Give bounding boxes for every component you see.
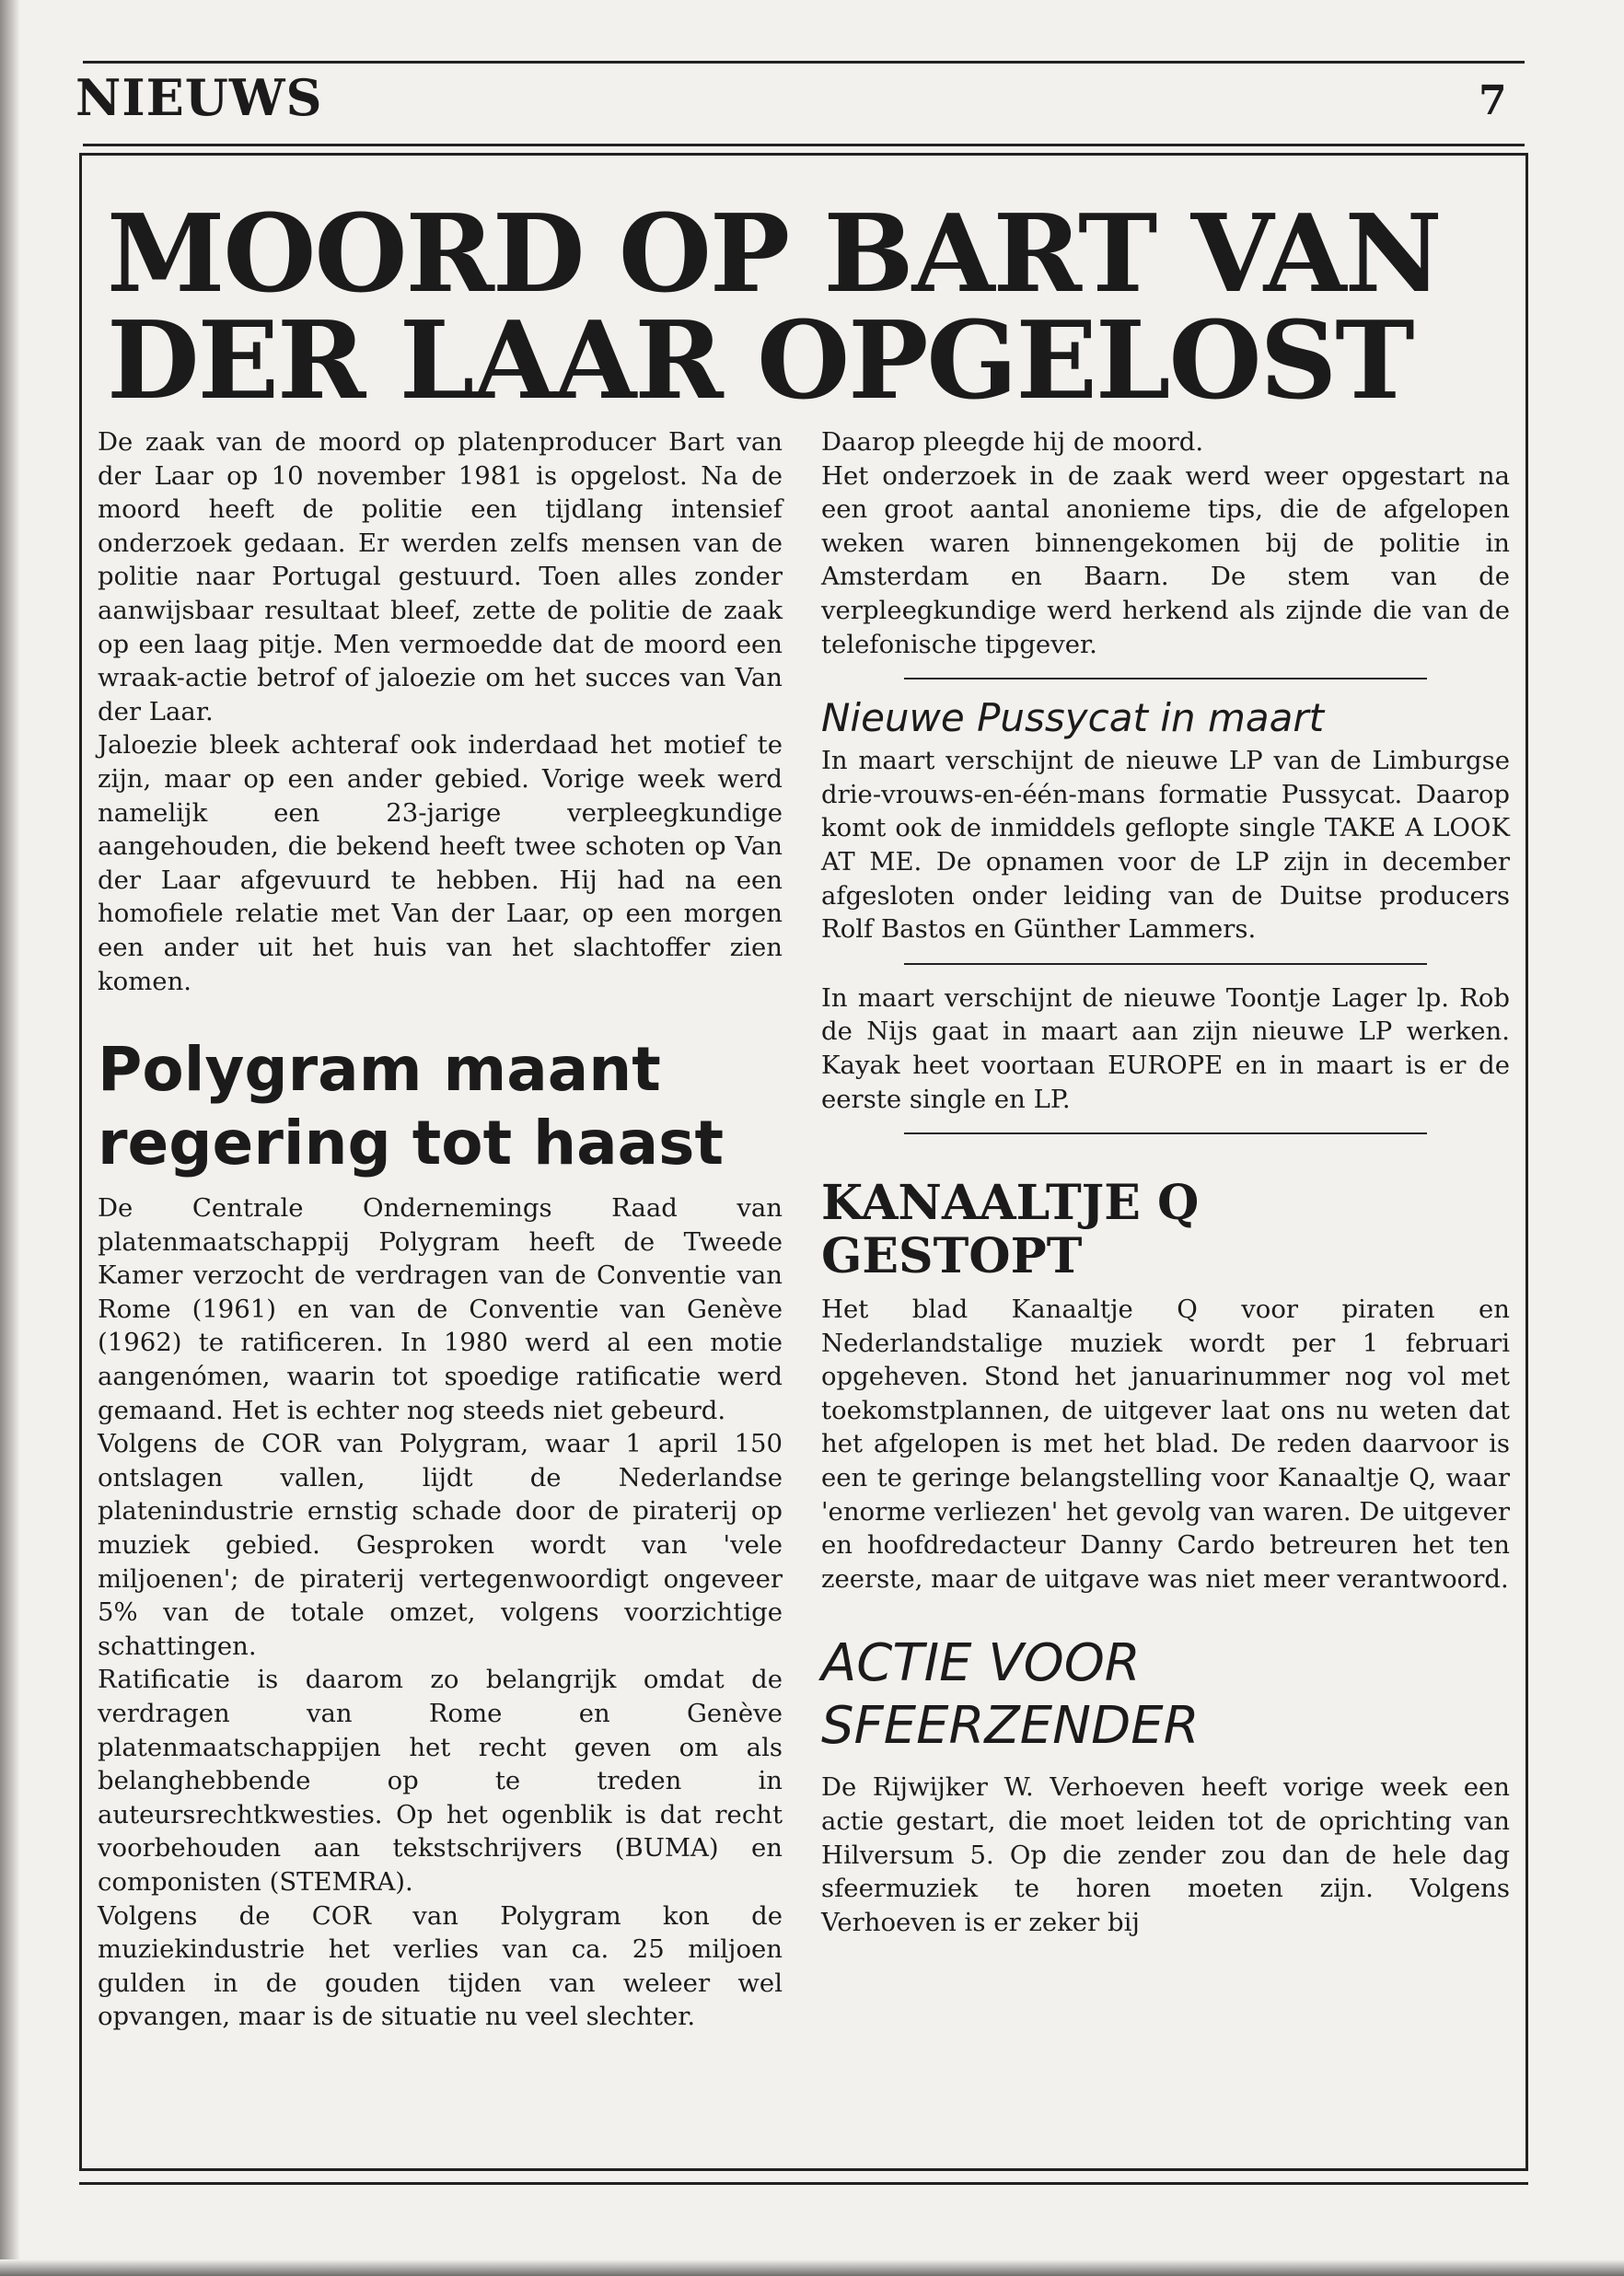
- article-paragraph: In maart verschijnt de nieuwe LP van de Limburgse drie-vrouws-en-één-mans formatie Pussycat. Daarop komt ook de inmiddels geflopte single TAKE A LOOK AT ME. De opnamen voor de LP zijn in december afgesloten onder leiding van de Duitse producers Rolf Bastos en Günther Lammers.: [821, 746, 1510, 945]
- polygram-headline: [98, 1033, 783, 1180]
- article-paragraph: Het blad Kanaaltje Q voor piraten en Nederlandstalige muziek wordt per 1 februari opgeheven. Stond het januarinummer nog vol met toekomstplannen, de uitgever laat ons nu weten dat het afgelopen is met het blad. De reden daarvoor is een te geringe belangstelling voor Kanaaltje Q, waar 'enorme verliezen' het gevolg van waren. De uitgever en hoofdredacteur Danny Cardo betreuren het ten zeerste, maar de uitgave was niet meer verantwoord.: [821, 1295, 1510, 1594]
- bottom-rule: [79, 2182, 1528, 2185]
- article-paragraph: De Centrale Ondernemings Raad van platenmaatschappij Polygram heeft de Tweede Kamer verzocht de verdragen van de Conventie van Rome (1961) en van de Conventie van Genève (1962) te ratificeren. In 1980 werd al een motie aangenómen, waarin tot spoedige ratificatie werd gemaand. Het is echter nog steeds niet gebeurd.: [98, 1193, 783, 1425]
- actie-headline-line-1: ACTIE VOOR: [821, 1633, 1141, 1694]
- separator-rule: [904, 1132, 1427, 1134]
- article-paragraph: Jaloezie bleek achteraf ook inderdaad het motief te zijn, maar op een ander gebied. Vorige week werd namelijk een 23-jarige verpleegkundige aangehouden, die bekend heeft twee schoten op Van der Laar afgevuurd te hebben. Hij had na een homofiele relatie met Van der Laar, op een morgen een ander uit het huis van het slachtoffer zien komen.: [98, 730, 783, 996]
- polygram-headline-line-2: regering tot haast: [98, 1108, 725, 1179]
- separator-rule: [904, 963, 1427, 965]
- article-paragraph: De Rijwijker W. Verhoeven heeft vorige week een actie gestart, die moet leiden tot de oprichting van Hilversum 5. Op die zender zou dan de hele dag sfeermuziek te horen moeten zijn. Volgens Verhoeven is er zeker bij: [821, 1772, 1510, 1937]
- actie-headline-line-2: SFEERZENDER: [821, 1696, 1200, 1757]
- top-rule: [83, 61, 1525, 64]
- kanaaltje-headline-line-2: GESTOPT: [821, 1228, 1083, 1285]
- header-rule: [83, 144, 1525, 146]
- left-column: [98, 425, 783, 2034]
- pussycat-headline: Nieuwe Pussycat in maart: [821, 695, 1325, 741]
- actie-headline: [821, 1632, 1510, 1758]
- section-title: NIEUWS: [75, 68, 323, 127]
- right-column: [821, 425, 1510, 1939]
- polygram-headline-line-1: Polygram maant: [98, 1034, 661, 1106]
- article-paragraph: Het onderzoek in de zaak werd weer opgestart na een groot aantal anonieme tips, die de afgelopen weken waren binnengekomen bij de politie in Amsterdam en Baarn. De stem van de verpleegkundige werd herkend als zijnde die van de telefonische tipgever.: [821, 460, 1510, 659]
- article-paragraph: Daarop pleegde hij de moord.: [821, 427, 1204, 457]
- spacer: [821, 1596, 1510, 1632]
- article-paragraph: Ratificatie is daarom zo belangrijk omdat de verdragen van Rome en Genève platenmaatschappijen het recht geven om als belanghebbende op te treden in auteursrechtkwesties. Op het ogenblik is dat recht voorbehouden aan tekstschrijvers (BUMA) en componisten (STEMRA).: [98, 1665, 783, 1897]
- page-edge-shadow: [0, 0, 20, 2276]
- article-paragraph: In maart verschijnt de nieuwe Toontje Lager lp. Rob de Nijs gaat in maart aan zijn nieuwe LP werken. Kayak heet voortaan EUROPE en in maart is er de eerste single en LP.: [821, 982, 1510, 1114]
- separator-rule: [904, 678, 1427, 679]
- headline-line-2: DER LAAR OPGELOST: [107, 298, 1413, 424]
- kanaaltje-headline-line-1: KANAALTJE Q: [821, 1175, 1200, 1232]
- main-headline: [107, 192, 1441, 424]
- kanaaltje-headline: [821, 1177, 1510, 1283]
- article-paragraph: Volgens de COR van Polygram kon de muziekindustrie het verlies van ca. 25 miljoen gulden in de gouden tijden van weleer wel opvangen, maar is de situatie nu veel slechter.: [98, 1900, 783, 2032]
- article-paragraph: Volgens de COR van Polygram, waar 1 april 150 ontslagen vallen, lijdt de Nederlandse platenindustrie ernstig schade door de piraterij op muziek gebied. Gesproken wordt van 'vele miljoenen'; de piraterij vertegenwoordigt ongeveer 5% van de totale omzet, volgens voorzichtige schattingen.: [98, 1429, 783, 1661]
- article-paragraph: De zaak van de moord op platenproducer Bart van der Laar op 10 november 1981 is opgelost. Na de moord heeft de politie een tijdlang intensief onderzoek gedaan. Er werden zelfs mensen van de politie naar Portugal gestuurd. Toen alles zonder aanwijsbaar resultaat bleef, zette de politie de zaak op een laag pitje. Men vermoedde dat de moord een wraak-actie betrof of jaloezie om het succes van Van der Laar.: [98, 427, 783, 726]
- page-number: 7: [1479, 77, 1507, 124]
- page-bottom-shadow: [0, 2259, 1624, 2276]
- headline-line-1: MOORD OP BART VAN: [107, 192, 1441, 317]
